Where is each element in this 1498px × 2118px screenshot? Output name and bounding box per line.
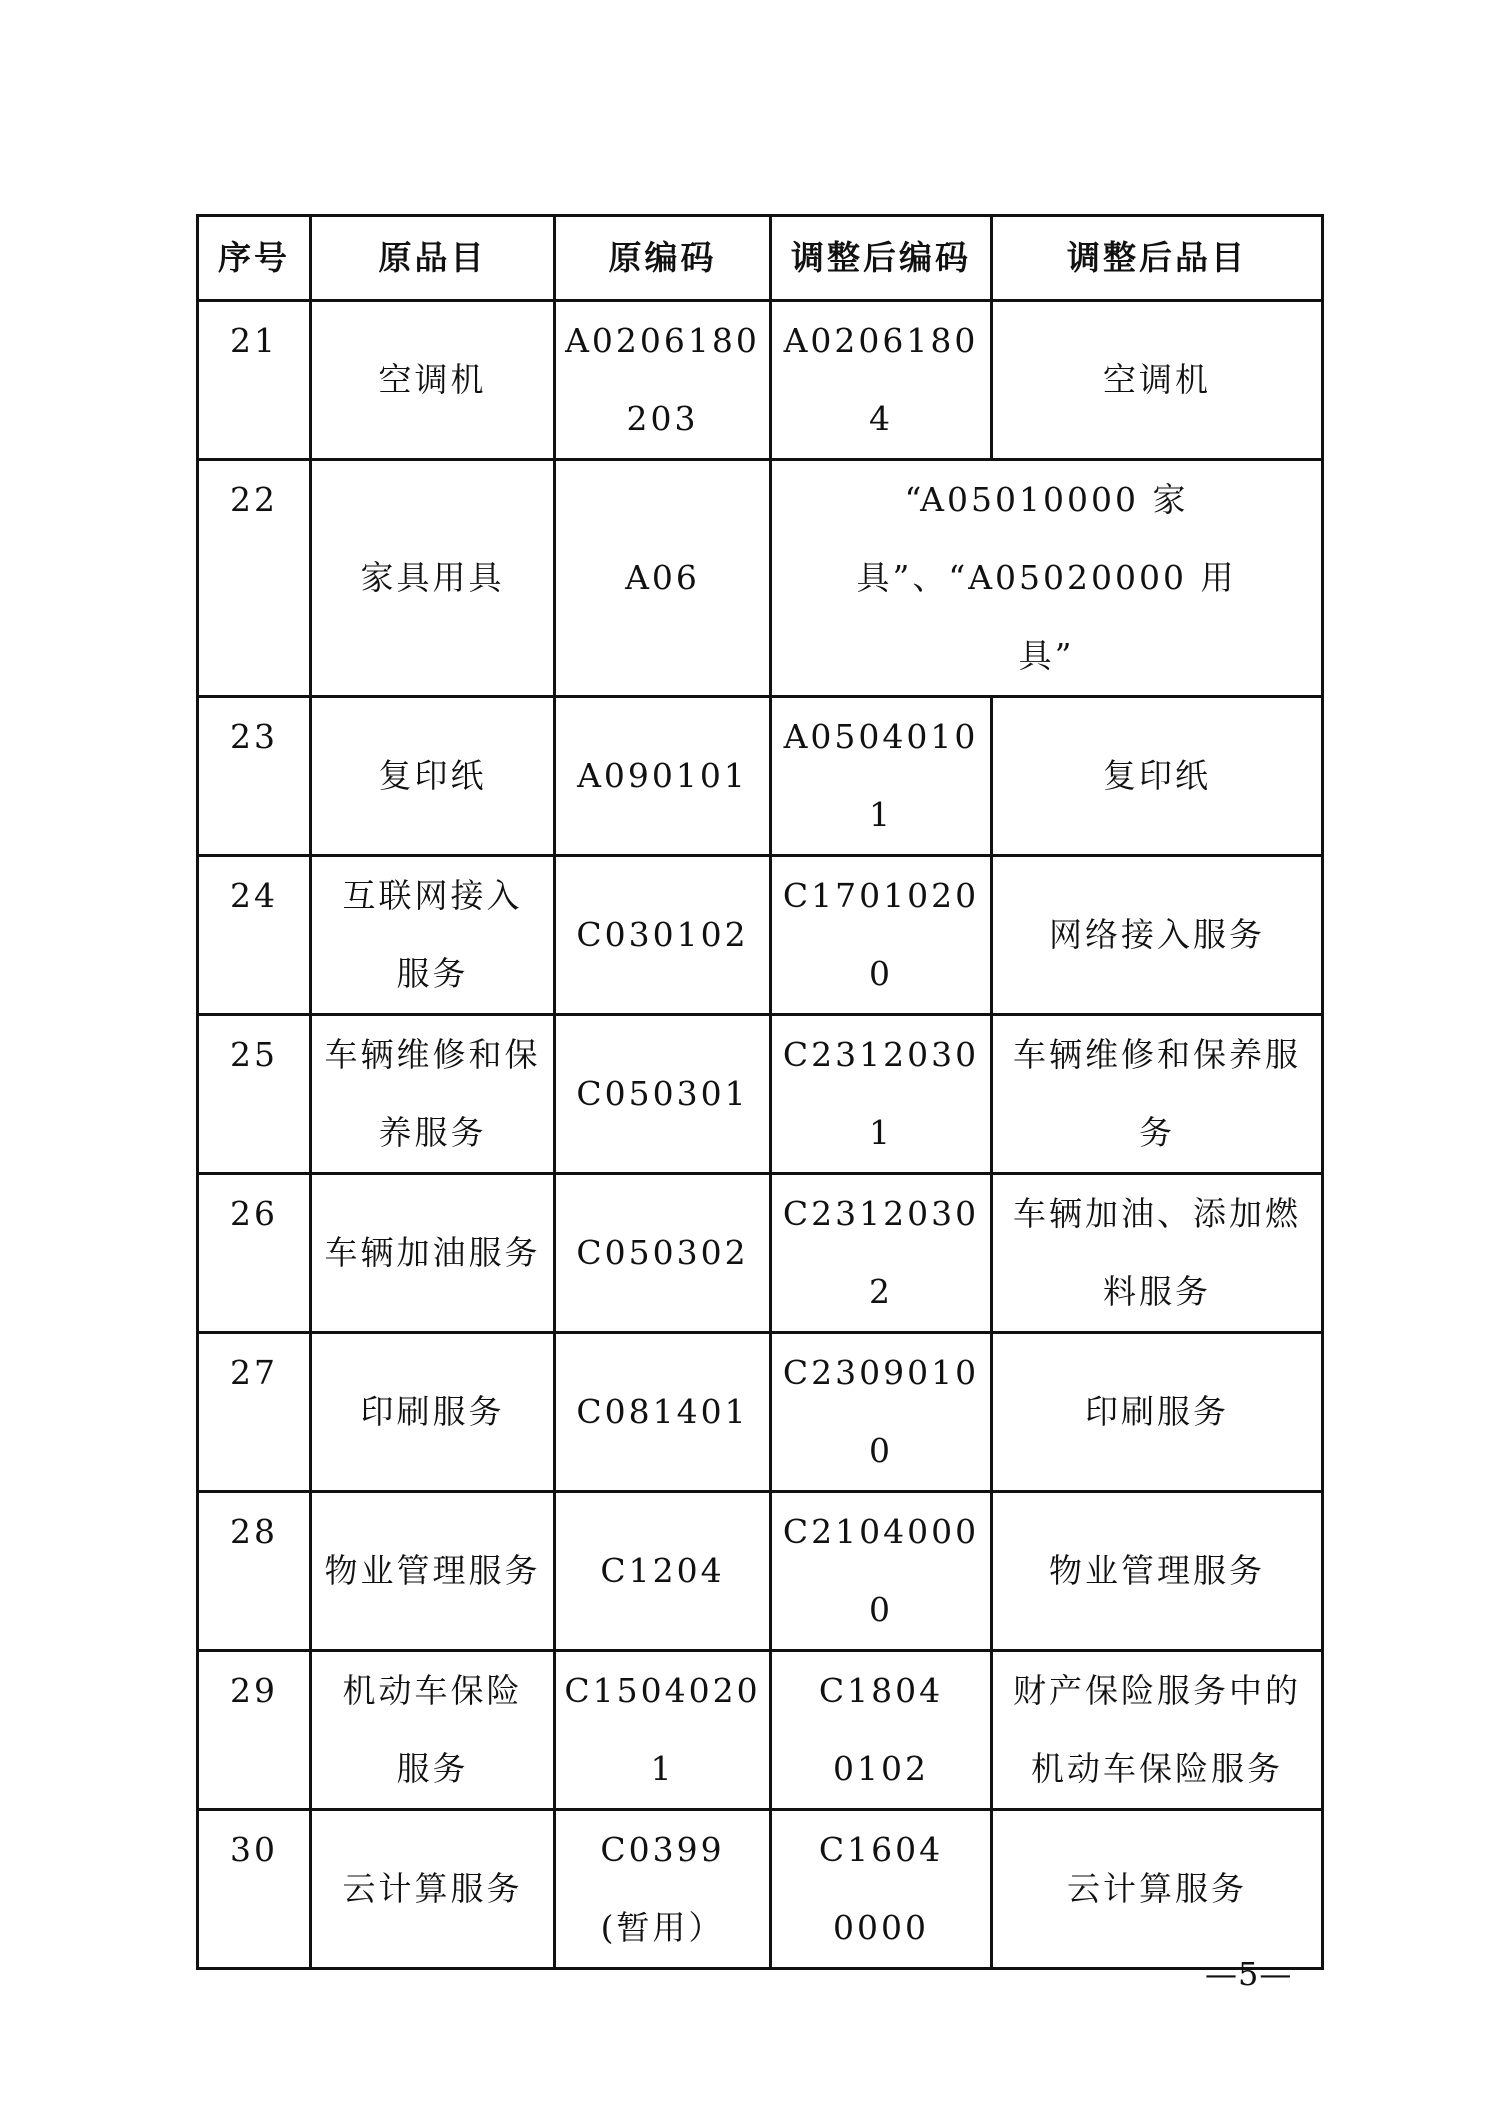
cell-original-code: A090101 xyxy=(555,697,771,856)
cell-seq: 29 xyxy=(198,1651,311,1810)
header-adjusted-code: 调整后编码 xyxy=(771,216,992,301)
cell-original-code: A06 xyxy=(555,460,771,697)
cell-adjusted-item: 空调机 xyxy=(992,301,1323,460)
cell-original-item: 云计算服务 xyxy=(311,1810,555,1969)
cell-adjusted-code: C23120302 xyxy=(771,1174,992,1333)
cell-adjusted-code: C18040102 xyxy=(771,1651,992,1810)
table-row xyxy=(198,1810,1323,1969)
table-row xyxy=(198,1174,1323,1333)
cell-adjusted-item: 车辆加油、添加燃料服务 xyxy=(992,1174,1323,1333)
cell-seq: 21 xyxy=(198,301,311,460)
cell-original-code: C050302 xyxy=(555,1174,771,1333)
cell-adjusted-item: 网络接入服务 xyxy=(992,856,1323,1015)
cell-adjusted-code: A02061804 xyxy=(771,301,992,460)
cell-seq: 26 xyxy=(198,1174,311,1333)
cell-adjusted-code: C23120301 xyxy=(771,1015,992,1174)
cell-original-code: C1204 xyxy=(555,1492,771,1651)
cell-original-code: C050301 xyxy=(555,1015,771,1174)
cell-adjusted-item: 车辆维修和保养服务 xyxy=(992,1015,1323,1174)
cell-seq: 25 xyxy=(198,1015,311,1174)
cell-original-code: C081401 xyxy=(555,1333,771,1492)
cell-seq: 23 xyxy=(198,697,311,856)
header-seq: 序号 xyxy=(198,216,311,301)
cell-adjusted-item: 物业管理服务 xyxy=(992,1492,1323,1651)
cell-original-item: 家具用具 xyxy=(311,460,555,697)
cell-original-code: C030102 xyxy=(555,856,771,1015)
table-header-row xyxy=(198,216,1323,301)
cell-original-item: 物业管理服务 xyxy=(311,1492,555,1651)
cell-adjusted-item: 财产保险服务中的机动车保险服务 xyxy=(992,1651,1323,1810)
cell-adjusted-code: A05040101 xyxy=(771,697,992,856)
cell-original-item: 车辆加油服务 xyxy=(311,1174,555,1333)
cell-adjusted-merged: “A05010000 家具”、“A05020000 用具” xyxy=(771,460,1323,697)
catalog-adjustment-table xyxy=(196,214,1324,1970)
header-original-code: 原编码 xyxy=(555,216,771,301)
cell-seq: 27 xyxy=(198,1333,311,1492)
cell-original-code: A0206180203 xyxy=(555,301,771,460)
cell-adjusted-item: 云计算服务 xyxy=(992,1810,1323,1969)
page-number: —5— xyxy=(1205,1955,1293,1993)
cell-seq: 24 xyxy=(198,856,311,1015)
cell-adjusted-code: C23090100 xyxy=(771,1333,992,1492)
cell-original-code: C0399(暂用） xyxy=(555,1810,771,1969)
cell-original-item: 车辆维修和保养服务 xyxy=(311,1015,555,1174)
cell-adjusted-code: C17010200 xyxy=(771,856,992,1015)
table-row xyxy=(198,460,1323,697)
cell-original-item: 复印纸 xyxy=(311,697,555,856)
cell-original-item: 互联网接入服务 xyxy=(311,856,555,1015)
cell-seq: 28 xyxy=(198,1492,311,1651)
cell-original-item: 空调机 xyxy=(311,301,555,460)
table-row xyxy=(198,1333,1323,1492)
table-row xyxy=(198,301,1323,460)
header-adjusted-item: 调整后品目 xyxy=(992,216,1323,301)
cell-seq: 30 xyxy=(198,1810,311,1969)
cell-adjusted-code: C16040000 xyxy=(771,1810,992,1969)
cell-adjusted-code: C21040000 xyxy=(771,1492,992,1651)
table-row xyxy=(198,1015,1323,1174)
table-row xyxy=(198,1492,1323,1651)
cell-original-item: 印刷服务 xyxy=(311,1333,555,1492)
cell-original-item: 机动车保险服务 xyxy=(311,1651,555,1810)
cell-adjusted-item: 印刷服务 xyxy=(992,1333,1323,1492)
header-original-item: 原品目 xyxy=(311,216,555,301)
cell-original-code: C15040201 xyxy=(555,1651,771,1810)
table-row xyxy=(198,856,1323,1015)
cell-seq: 22 xyxy=(198,460,311,697)
table-row xyxy=(198,1651,1323,1810)
table-row xyxy=(198,697,1323,856)
cell-adjusted-item: 复印纸 xyxy=(992,697,1323,856)
